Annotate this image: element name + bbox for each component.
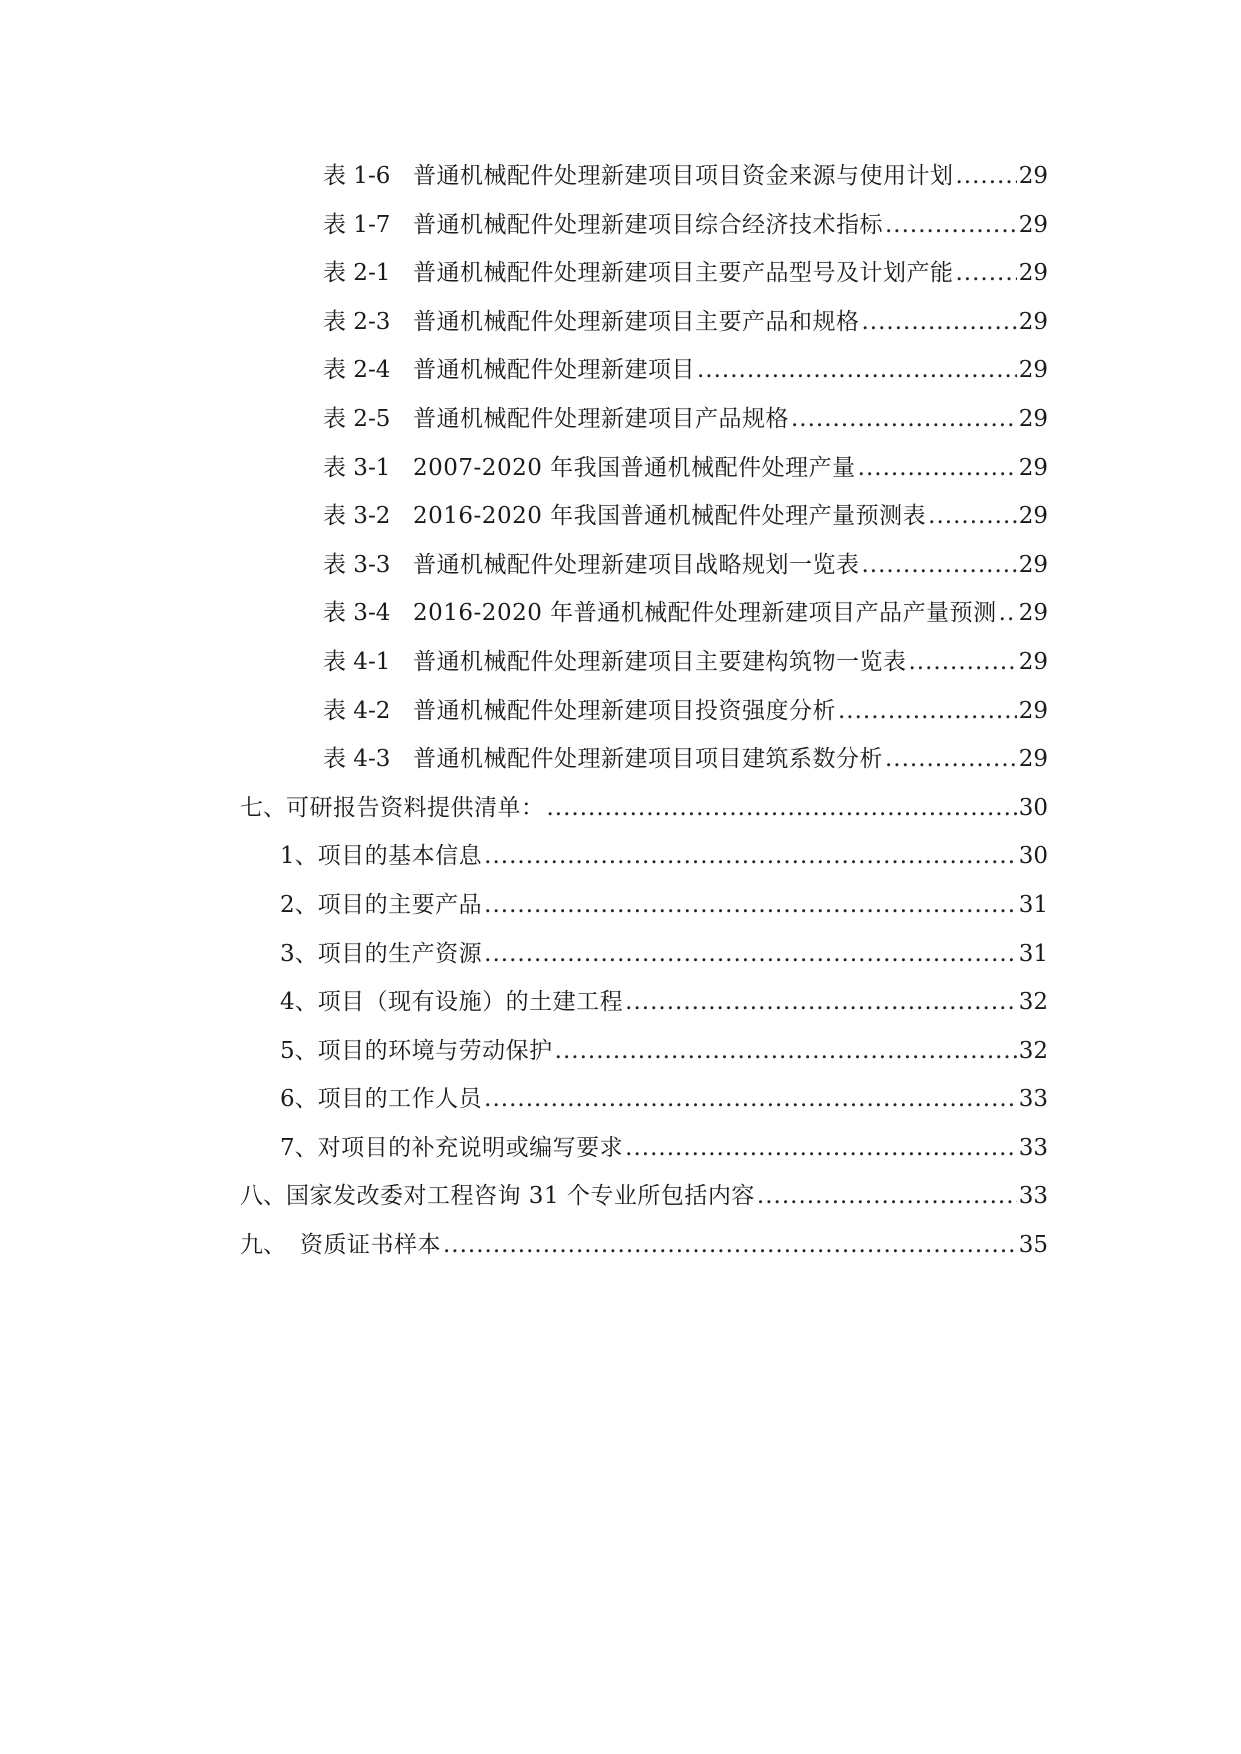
toc-entry-title: 可研报告资料提供清单： [286, 794, 545, 821]
toc-entry-page: 29 [1018, 503, 1048, 530]
toc-entry-table[interactable] [0, 298, 1241, 347]
toc-entry-title: 项目的主要产品 [317, 891, 483, 918]
toc-entry-label: 表 2-1 [323, 260, 391, 287]
toc-entry-title: 项目的工作人员 [317, 1086, 483, 1113]
toc-entry-page: 29 [1018, 551, 1048, 578]
toc-entry-page: 31 [1018, 940, 1048, 967]
toc-entry-title: 项目（现有设施）的土建工程 [317, 989, 624, 1016]
toc-entry-title: 2016-2020 年我国普通机械配件处理产量预测表 [413, 503, 927, 530]
toc-entry-label: 4、 [280, 989, 318, 1016]
toc-entry-item[interactable] [0, 832, 1241, 881]
toc-entry-page: 29 [1018, 308, 1048, 335]
toc-entry-page: 29 [1018, 600, 1048, 627]
toc-entry-table[interactable] [0, 735, 1241, 784]
toc-entry-label: 1、 [280, 843, 318, 870]
toc-entry-label: 3、 [280, 940, 318, 967]
dot-leader [555, 1027, 1017, 1076]
toc-entry-page: 29 [1018, 163, 1048, 189]
dot-leader [838, 687, 1017, 736]
toc-entry-label: 表 2-4 [323, 357, 391, 384]
toc-entry-page: 29 [1018, 357, 1048, 384]
toc-entry-page: 29 [1018, 454, 1048, 481]
dot-leader [791, 395, 1017, 444]
toc-entry-page: 30 [1018, 843, 1048, 870]
toc-entry-title: 资质证书样本 [300, 1232, 441, 1259]
toc-entry-title: 普通机械配件处理新建项目主要产品和规格 [413, 308, 860, 335]
toc-entry-title: 普通机械配件处理新建项目项目建筑系数分析 [413, 746, 883, 773]
dot-leader [858, 444, 1017, 493]
toc-entry-page: 29 [1018, 405, 1048, 432]
toc-entry-page: 33 [1018, 1183, 1048, 1210]
dot-leader [862, 298, 1017, 347]
toc-entry-section-8[interactable] [0, 1172, 1241, 1221]
dot-leader [862, 541, 1017, 590]
toc-entry-title: 对项目的补充说明或编写要求 [317, 1134, 624, 1161]
toc-entry-label: 7、 [280, 1134, 318, 1161]
dot-leader [547, 784, 1017, 833]
toc-entry-label: 表 1-6 [323, 163, 391, 189]
dot-leader [885, 735, 1017, 784]
toc-entry-table[interactable] [0, 541, 1241, 590]
toc-entry-page: 31 [1018, 891, 1048, 918]
toc-entry-page: 29 [1018, 648, 1048, 675]
toc-entry-table[interactable] [0, 444, 1241, 493]
dot-leader [484, 832, 1017, 881]
dot-leader [909, 638, 1017, 687]
dot-leader [956, 152, 1017, 201]
toc-entry-item[interactable] [0, 1027, 1241, 1076]
toc-entry-title: 2007-2020 年我国普通机械配件处理产量 [413, 454, 856, 481]
toc-entry-label: 2、 [280, 891, 318, 918]
toc-entry-label: 表 4-3 [323, 746, 391, 773]
toc-entry-label: 表 4-1 [323, 648, 391, 675]
toc-entry-label: 表 2-5 [323, 405, 391, 432]
toc-entry-table[interactable] [0, 638, 1241, 687]
toc-entry-label: 表 3-1 [323, 454, 391, 481]
dot-leader [928, 492, 1017, 541]
toc-entry-table[interactable] [0, 201, 1241, 250]
toc-entry-label: 九、 [240, 1232, 286, 1259]
dot-leader [484, 881, 1017, 930]
toc-entry-page: 29 [1018, 746, 1048, 773]
dot-leader [443, 1221, 1017, 1270]
toc-entry-page: 32 [1018, 989, 1048, 1016]
toc-entry-page: 33 [1018, 1086, 1048, 1113]
toc-entry-title: 项目的生产资源 [317, 940, 483, 967]
toc-entry-label: 表 3-4 [323, 600, 391, 627]
toc-entry-page: 29 [1018, 260, 1048, 287]
dot-leader [484, 1075, 1017, 1124]
table-of-contents [0, 152, 1241, 1270]
toc-entry-title: 普通机械配件处理新建项目投资强度分析 [413, 697, 836, 724]
dot-leader [625, 1124, 1017, 1173]
toc-entry-item[interactable] [0, 1124, 1241, 1173]
toc-entry-table[interactable] [0, 346, 1241, 395]
toc-entry-table[interactable] [0, 589, 1241, 638]
toc-entry-title: 普通机械配件处理新建项目 [413, 357, 695, 384]
toc-entry-page: 35 [1018, 1232, 1048, 1259]
toc-entry-page: 30 [1018, 794, 1048, 821]
toc-entry-label: 表 3-3 [323, 551, 391, 578]
toc-entry-page: 33 [1018, 1134, 1048, 1161]
dot-leader [956, 249, 1017, 298]
toc-entry-label: 表 1-7 [323, 211, 391, 238]
toc-entry-title: 普通机械配件处理新建项目主要产品型号及计划产能 [413, 260, 954, 287]
toc-entry-label: 八、 [240, 1183, 286, 1210]
toc-entry-section-7[interactable] [0, 784, 1241, 833]
toc-entry-item[interactable] [0, 930, 1241, 979]
toc-entry-item[interactable] [0, 1075, 1241, 1124]
toc-entry-table[interactable] [0, 492, 1241, 541]
toc-entry-label: 表 4-2 [323, 697, 391, 724]
dot-leader [697, 346, 1017, 395]
dot-leader [757, 1172, 1017, 1221]
toc-entry-item[interactable] [0, 881, 1241, 930]
toc-entry-item[interactable] [0, 978, 1241, 1027]
toc-entry-title: 项目的基本信息 [317, 843, 483, 870]
toc-entry-label: 表 3-2 [323, 503, 391, 530]
toc-entry-title: 项目的环境与劳动保护 [317, 1037, 553, 1064]
toc-entry-section-9[interactable] [0, 1221, 1241, 1270]
toc-entry-title: 普通机械配件处理新建项目综合经济技术指标 [413, 211, 883, 238]
toc-entry-table[interactable] [0, 687, 1241, 736]
toc-entry-title: 普通机械配件处理新建项目主要建构筑物一览表 [413, 648, 907, 675]
toc-entry-title: 普通机械配件处理新建项目项目资金来源与使用计划 [413, 163, 954, 189]
toc-entry-title: 普通机械配件处理新建项目产品规格 [413, 405, 789, 432]
toc-entry-title: 2016-2020 年普通机械配件处理新建项目产品产量预测 [413, 600, 997, 627]
toc-entry-page: 29 [1018, 211, 1048, 238]
toc-entry-table[interactable] [0, 249, 1241, 298]
toc-entry-page: 29 [1018, 697, 1048, 724]
dot-leader [625, 978, 1017, 1027]
toc-entry-page: 32 [1018, 1037, 1048, 1064]
toc-entry-table[interactable] [0, 395, 1241, 444]
toc-entry-label: 七、 [240, 794, 286, 821]
toc-entry-table[interactable] [0, 152, 1241, 201]
toc-entry-label: 5、 [280, 1037, 318, 1064]
toc-entry-label: 6、 [280, 1086, 318, 1113]
dot-leader [999, 589, 1017, 638]
toc-entry-title: 国家发改委对工程咨询 31 个专业所包括内容 [286, 1183, 755, 1210]
dot-leader [885, 201, 1017, 250]
toc-entry-label: 表 2-3 [323, 308, 391, 335]
toc-entry-title: 普通机械配件处理新建项目战略规划一览表 [413, 551, 860, 578]
dot-leader [484, 930, 1017, 979]
